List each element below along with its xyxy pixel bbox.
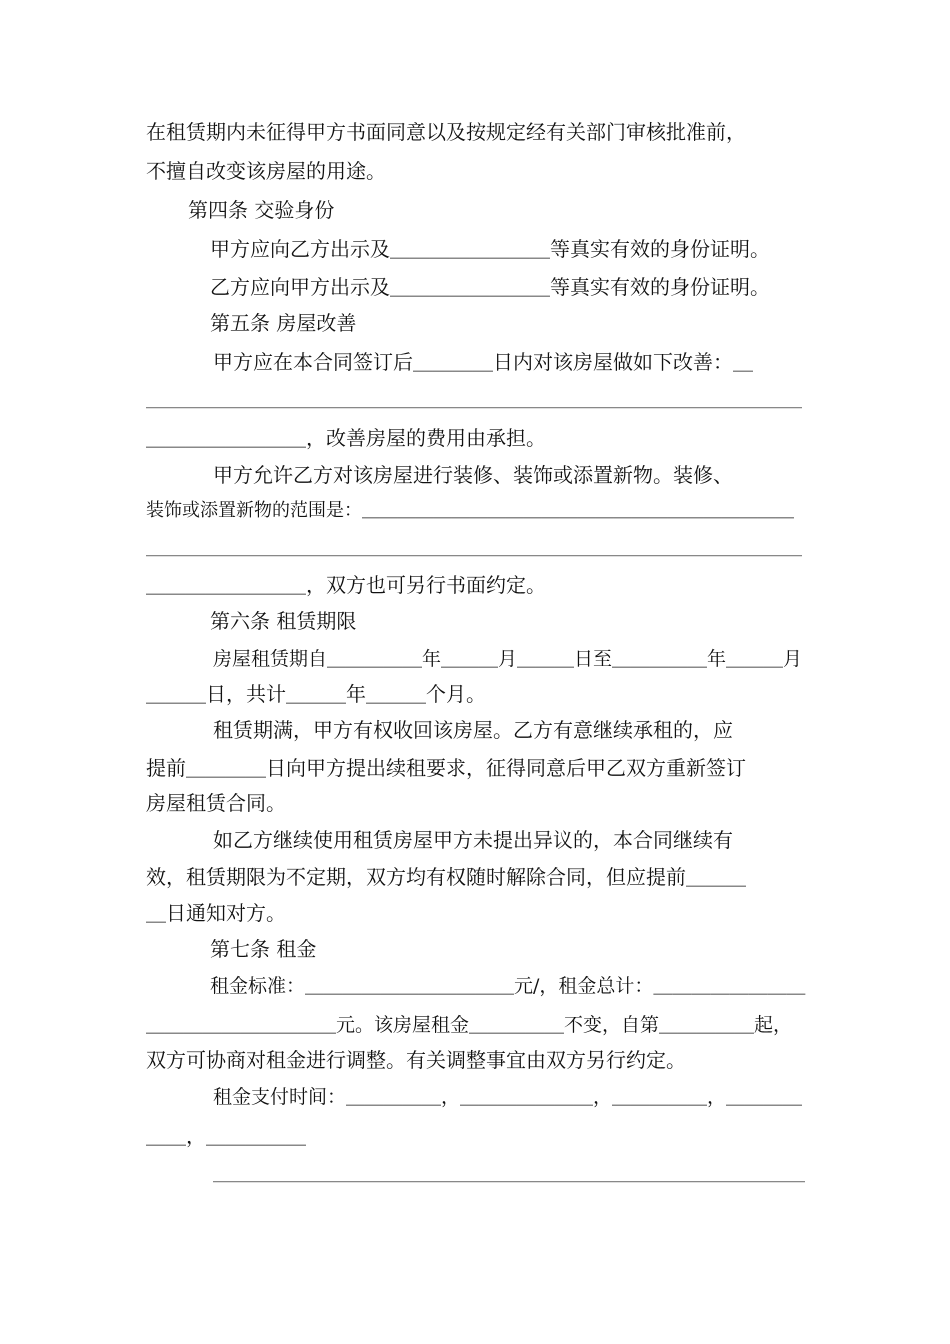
text-line: 房屋租赁合同。 [146, 791, 286, 815]
text-line: ＿＿＿日，共计＿＿＿年＿＿＿个月。 [146, 682, 486, 706]
section-heading: 第四条 交验身份 [188, 198, 335, 222]
blank-line: ＿＿＿＿＿＿＿＿＿＿＿＿＿＿＿＿＿＿＿＿＿＿＿＿＿＿＿＿＿＿＿＿＿＿＿＿＿＿＿＿＿ [146, 391, 803, 410]
section-heading: 第五条 房屋改善 [210, 311, 357, 335]
blank-line: ＿＿＿＿＿＿＿＿＿＿＿＿＿＿＿＿＿＿＿＿＿＿＿＿＿＿＿＿＿＿＿＿＿＿＿＿＿ [213, 1165, 806, 1184]
text-line: 如乙方继续使用租赁房屋甲方未提出异议的，本合同继续有 [213, 828, 733, 852]
text-line: 提前＿＿＿＿日向甲方提出续租要求，征得同意后甲乙双方重新签订 [146, 756, 746, 780]
section-heading: 第六条 租赁期限 [210, 609, 357, 633]
text-line: 在租赁期内未征得甲方书面同意以及按规定经有关部门审核批准前， [146, 120, 746, 144]
section-heading: 第七条 租金 [210, 937, 317, 961]
text-line: 房屋租赁期自＿＿＿＿＿年＿＿＿月＿＿＿日至＿＿＿＿＿年＿＿＿月 [213, 648, 803, 670]
text-line: 不擅自改变该房屋的用途。 [146, 159, 386, 183]
text-line: 效，租赁期限为不定期，双方均有权随时解除合同，但应提前＿＿＿ [146, 865, 746, 889]
text-line: ＿日通知对方。 [146, 901, 286, 925]
text-line: ＿＿＿＿＿＿＿＿，改善房屋的费用由承担。 [146, 426, 546, 450]
blank-line: ＿＿＿＿＿＿＿＿＿＿＿＿＿＿＿＿＿＿＿＿＿＿＿＿＿＿＿＿＿＿＿＿＿＿＿＿＿＿＿＿＿ [146, 539, 803, 558]
text-line: 乙方应向甲方出示及＿＿＿＿＿＿＿＿等真实有效的身份证明。 [210, 275, 770, 299]
text-line: 租金标准：＿＿＿＿＿＿＿＿＿＿＿元/，租金总计：＿＿＿＿＿＿＿＿ [210, 975, 806, 997]
text-line: 甲方应在本合同签订后＿＿＿＿日内对该房屋做如下改善：＿ [213, 350, 753, 374]
text-line: 双方可协商对租金进行调整。有关调整事宜由双方另行约定。 [146, 1048, 686, 1072]
text-line: 甲方允许乙方对该房屋进行装修、装饰或添置新物。装修、 [213, 463, 733, 487]
text-line: 装饰或添置新物的范围是：＿＿＿＿＿＿＿＿＿＿＿＿＿＿＿＿＿＿＿＿＿＿＿＿ [146, 500, 794, 521]
text-line: 租赁期满，甲方有权收回该房屋。乙方有意继续承租的，应 [213, 718, 733, 742]
text-line: ＿＿＿＿＿＿＿＿＿＿元。该房屋租金＿＿＿＿＿不变，自第＿＿＿＿＿起， [146, 1014, 793, 1036]
text-line: ＿＿，＿＿＿＿＿ [146, 1124, 306, 1148]
text-line: ＿＿＿＿＿＿＿＿，双方也可另行书面约定。 [146, 573, 546, 597]
text-line: 甲方应向乙方出示及＿＿＿＿＿＿＿＿等真实有效的身份证明。 [210, 237, 770, 261]
text-line: 租金支付时间：＿＿＿＿＿，＿＿＿＿＿＿＿，＿＿＿＿＿，＿＿＿＿ [213, 1086, 803, 1108]
